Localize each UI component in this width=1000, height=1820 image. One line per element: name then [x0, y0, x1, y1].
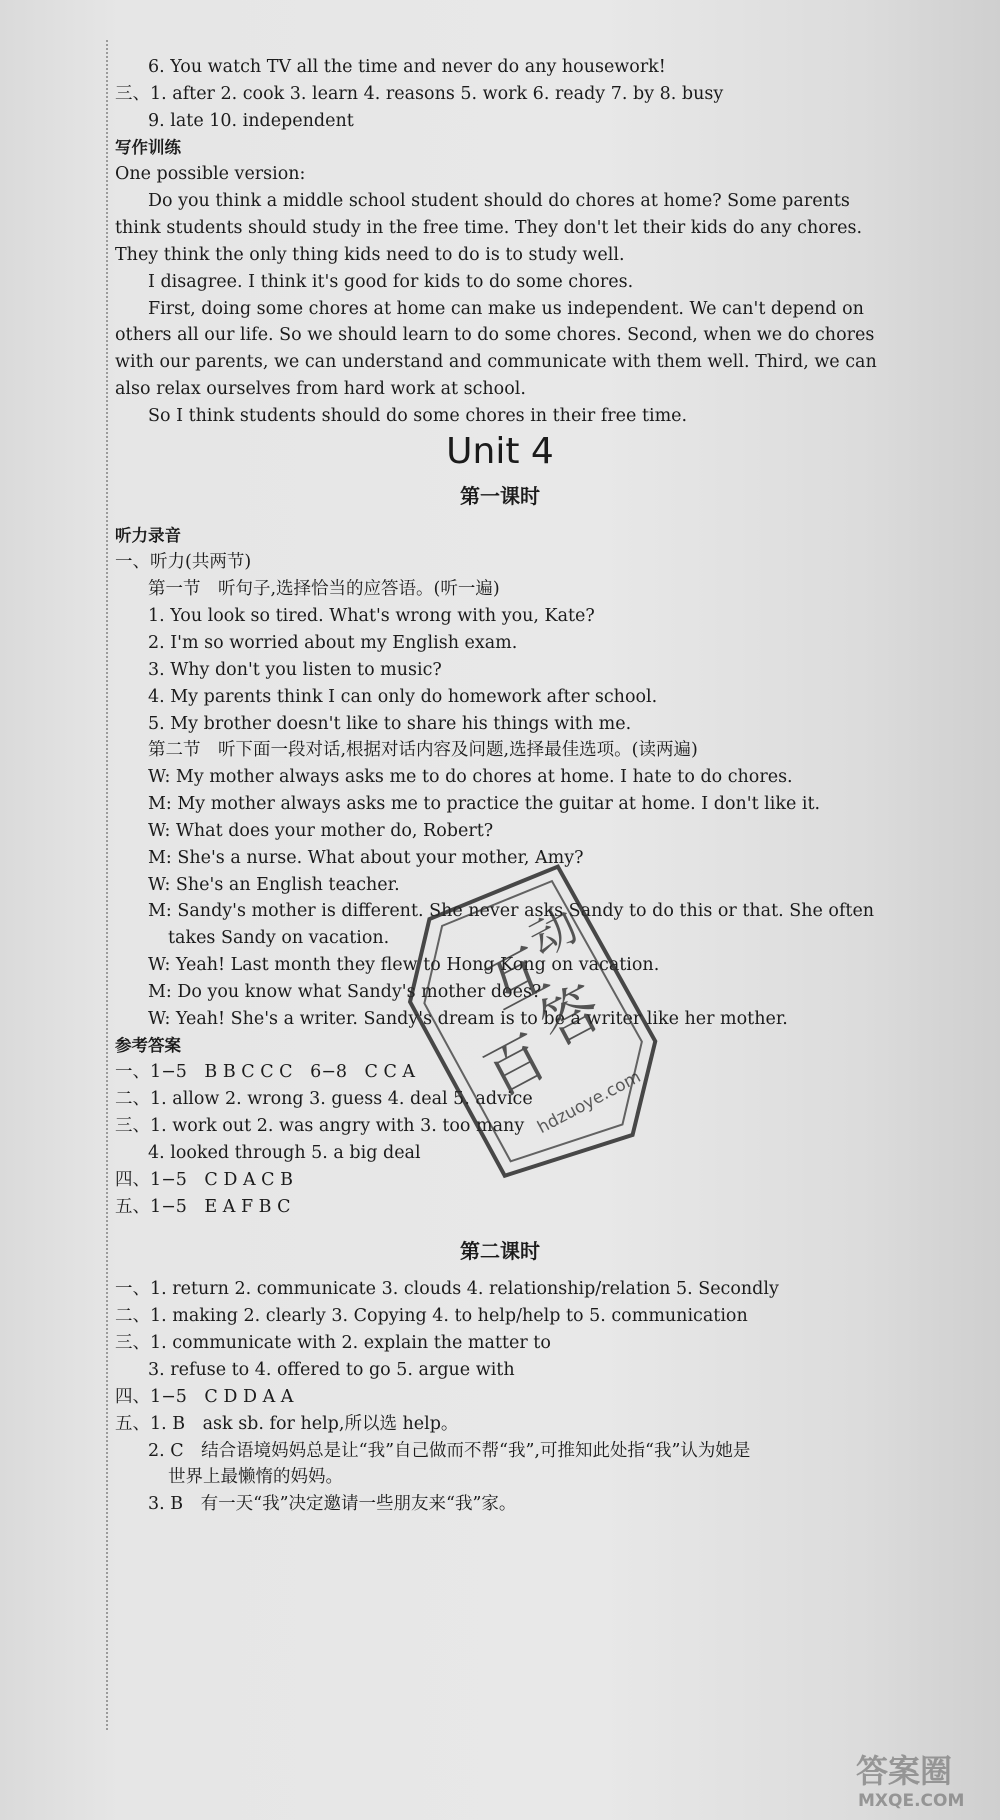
answer-line: 3. B 有一天“我”决定邀请一些朋友来“我”家。 [148, 1494, 517, 1514]
logo-domain: MXQE.COM [858, 1791, 965, 1811]
section-heading: 写作训练 [115, 138, 181, 157]
answer-line: 二、1. allow 2. wrong 3. guess 4. deal 5. advice [115, 1089, 533, 1109]
answer-line: 4. looked through 5. a big deal [148, 1143, 421, 1163]
essay-line: First, doing some chores at home can make us independent. We can't depend on [148, 299, 864, 319]
script-line: 4. My parents think I can only do homework after school. [148, 687, 658, 707]
essay-line: with our parents, we can understand and communicate with them well. Third, we can [115, 352, 877, 372]
stamp-char: 百 [473, 1022, 558, 1110]
answer-line: 四、1−5 C D A C B [115, 1170, 293, 1190]
answer-line: 3. refuse to 4. offered to go 5. argue with [148, 1360, 515, 1380]
script-line: 2. I'm so worried about my English exam. [148, 633, 518, 653]
text-line: One possible version: [115, 164, 306, 184]
dialogue-line: W: My mother always asks me to do chores at home. I hate to do chores. [148, 767, 793, 787]
essay-line: I disagree. I think it's good for kids to do some chores. [148, 272, 634, 292]
answer-line: 五、1−5 E A F B C [115, 1197, 291, 1217]
essay-line: So I think students should do some chores in their free time. [148, 406, 688, 426]
dialogue-line: W: What does your mother do, Robert? [148, 821, 494, 841]
script-line: 3. Why don't you listen to music? [148, 660, 442, 680]
answer-line: 一、1. return 2. communicate 3. clouds 4. relationship/relation 5. Secondly [115, 1279, 779, 1299]
answer-line: 五、1. B ask sb. for help,所以选 help。 [115, 1414, 459, 1434]
answer-line: 一、1−5 B B C C C 6−8 C C A [115, 1062, 416, 1082]
text-line: 6. You watch TV all the time and never do any housework! [148, 57, 666, 77]
answer-line: 2. C 结合语境妈妈总是让“我”自己做而不帮“我”,可推知此处指“我”认为她是 [148, 1441, 751, 1461]
lesson-title: 第一课时 [460, 484, 540, 508]
instruction-line: 第一节 听句子,选择恰当的应答语。(听一遍) [148, 579, 500, 599]
section-heading: 参考答案 [115, 1036, 181, 1055]
answer-line: 二、1. making 2. clearly 3. Copying 4. to help/help to 5. communication [115, 1306, 748, 1326]
stamp-url: hdzuoye.com [534, 1066, 645, 1139]
stamp-char: 互 [475, 935, 559, 1023]
essay-line: also relax ourselves from hard work at school. [115, 379, 526, 399]
dialogue-line: M: Sandy's mother is different. She never asks Sandy to do this or that. She often [148, 901, 875, 921]
essay-line: think students should study in the free time. They don't let their kids do any chores. [115, 218, 863, 238]
script-line: 1. You look so tired. What's wrong with you, Kate? [148, 606, 595, 626]
answer-line: 9. late 10. independent [148, 111, 354, 131]
logo-text: 答案圈 [856, 1752, 953, 1790]
section-heading: 听力录音 [115, 526, 181, 545]
answer-line: 四、1−5 C D D A A [115, 1387, 294, 1407]
dialogue-line: M: Do you know what Sandy's mother does? [148, 982, 542, 1002]
dialogue-line: W: Yeah! Last month they flew to Hong Kong on vacation. [148, 955, 660, 975]
lesson-title: 第二课时 [460, 1239, 540, 1263]
dialogue-line: M: My mother always asks me to practice the guitar at home. I don't like it. [148, 794, 821, 814]
answer-line: 三、1. communicate with 2. explain the matter to [115, 1333, 551, 1353]
answer-line: 三、1. after 2. cook 3. learn 4. reasons 5. work 6. ready 7. by 8. busy [115, 84, 724, 104]
stamp-char: 动 [520, 897, 587, 968]
stamp-char: 答 [528, 972, 613, 1060]
unit-title: Unit 4 [446, 431, 554, 472]
essay-line: They think the only thing kids need to do is to study well. [115, 245, 625, 265]
instruction-line: 第二节 听下面一段对话,根据对话内容及问题,选择最佳选项。(读两遍) [148, 740, 698, 760]
script-line: 5. My brother doesn't like to share his things with me. [148, 714, 632, 734]
answer-line: 世界上最懒惰的妈妈。 [168, 1467, 343, 1487]
dialogue-line: takes Sandy on vacation. [168, 928, 390, 948]
binding-margin-line [106, 40, 108, 1730]
dialogue-line: M: She's a nurse. What about your mother, Amy? [148, 848, 584, 868]
dialogue-line: W: Yeah! She's a writer. Sandy's dream is to be a writer like her mother. [148, 1009, 788, 1029]
essay-line: Do you think a middle school student should do chores at home? Some parents [148, 191, 850, 211]
essay-line: others all our life. So we should learn to do some chores. Second, when we do chores [115, 325, 875, 345]
answer-line: 三、1. work out 2. was angry with 3. too many [115, 1116, 525, 1136]
dialogue-line: W: She's an English teacher. [148, 875, 400, 895]
text-line: 一、听力(共两节) [115, 552, 252, 572]
site-watermark-logo [852, 1742, 992, 1814]
